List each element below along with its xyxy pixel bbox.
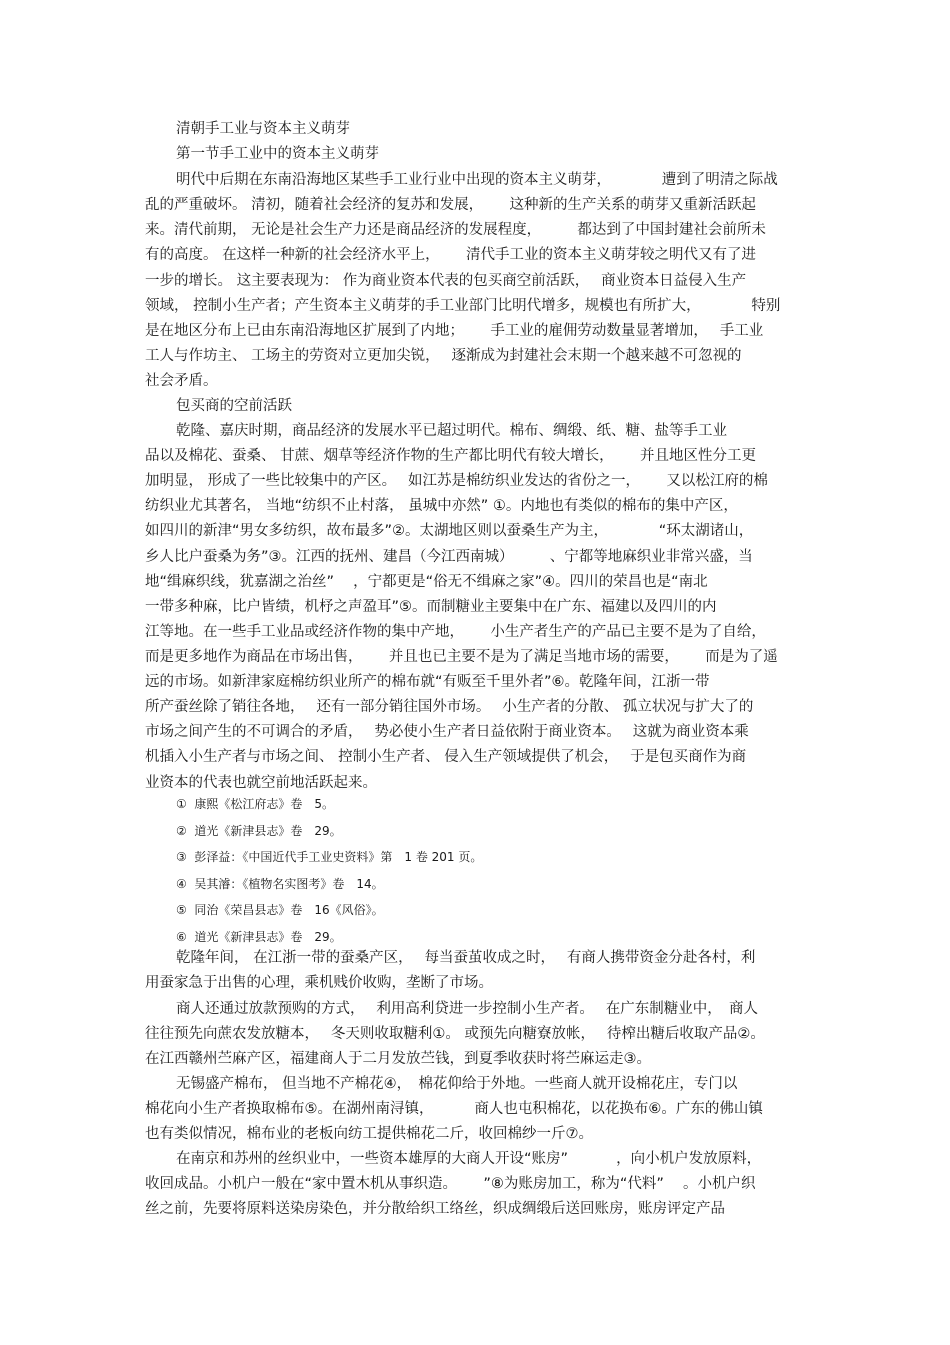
footnote: ② 道光《新津县志》卷 29。 <box>176 824 342 838</box>
paragraph-line: 有的高度。 在这样一种新的社会经济水平上， 清代手工业的资本主义萌芽较之明代又有了进 <box>145 247 756 263</box>
paragraph-line: 用蚕家急于出售的心理，乘机贱价收购，垄断了市场。 <box>145 975 493 991</box>
paragraph-line: 也有类似情况，棉布业的老板向纺工提供棉花二斤，收回棉纱一斤⑦。 <box>145 1126 593 1142</box>
paragraph-line: 是在地区分布上已由东南沿海地区扩展到了内地； 手工业的雇佣劳动数量显著增加， 手工业 <box>145 323 764 339</box>
document-title: 清朝手工业与资本主义萌芽 <box>176 121 350 137</box>
paragraph-line: 明代中后期在东南沿海地区某些手工业行业中出现的资本主义萌芽， 遭到了明清之际战 <box>176 172 778 188</box>
paragraph-line: 乡人比户蚕桑为务”③。江西的抚州、建昌（今江西南城） 、宁都等地麻织业非常兴盛，当 <box>145 549 753 565</box>
paragraph-line: 社会矛盾。 <box>145 373 218 389</box>
paragraph-line: 加明显， 形成了一些比较集中的产区。 如江苏是棉纺织业发达的省份之一， 又以松江府的棉 <box>145 473 768 489</box>
paragraph-line: 在南京和苏州的丝织业中，一些资本雄厚的大商人开设“账房” ，向小机户发放原料， <box>176 1151 762 1167</box>
paragraph-line: 乾隆、嘉庆时期，商品经济的发展水平已超过明代。棉布、绸缎、纸、糖、盐等手工业 <box>176 423 727 439</box>
footnote: ⑤ 同治《荣昌县志》卷 16《风俗》。 <box>176 903 384 917</box>
paragraph-line: 在江西赣州苎麻产区，福建商人于二月发放苎钱，到夏季收获时将苎麻运走③。 <box>145 1051 651 1067</box>
paragraph-line: 无锡盛产棉布， 但当地不产棉花④， 棉花仰给于外地。一些商人就开设棉花庄，专门以 <box>176 1076 738 1092</box>
paragraph-line: 纺织业尤其著名， 当地“纺织不止村落， 虽城中亦然” ①。内地也有类似的棉布的集中产区， <box>145 498 738 514</box>
paragraph-line: 乾隆年间， 在江浙一带的蚕桑产区， 每当蚕茧收成之时， 有商人携带资金分赴各村，利 <box>176 950 756 966</box>
paragraph-line: 远的市场。如新津家庭棉纺织业所产的棉布就“有贩至千里外者”⑥。乾隆年间，江浙一带 <box>145 674 710 690</box>
footnote: ① 康熙《松江府志》卷 5。 <box>176 797 335 811</box>
paragraph-line: 棉花向小生产者换取棉布⑤。在湖州南浔镇， 商人也屯积棉花，以花换布⑥。广东的佛山镇 <box>145 1101 763 1117</box>
paragraph-line: 如四川的新津“男女多纺织，故布最多”②。太湖地区则以蚕桑生产为主， “环太湖诸山， <box>145 523 754 539</box>
paragraph-line: 而是更多地作为商品在市场出售， 并且也已主要不是为了满足当地市场的需要， 而是为了遥 <box>145 649 778 665</box>
paragraph-line: 收回成品。小机户一般在“家中置木机从事织造。 ”⑧为账房加工，称为“代料” 。小机户织 <box>145 1176 756 1192</box>
paragraph-line: 所产蚕丝除了销往各地， 还有一部分销往国外市场。 小生产者的分散、 孤立状况与扩大了的 <box>145 699 754 715</box>
footnote: ③ 彭泽益：《中国近代手工业史资料》第 1 卷 201 页。 <box>176 850 483 864</box>
paragraph-line: 来。清代前期， 无论是社会生产力还是商品经济的发展程度， 都达到了中国封建社会前所未 <box>145 222 766 238</box>
paragraph-line: 一带多种麻，比户皆绩，机杼之声盈耳”⑤。而制糖业主要集中在广东、福建以及四川的内 <box>145 599 717 615</box>
paragraph-line: 往往预先向蔗农发放糖本， 冬天则收取糖利①。 或预先向糖寮放帐， 待榨出糖后收取产品②。 <box>145 1026 765 1042</box>
paragraph-line: 商人还通过放款预购的方式， 利用高利贷进一步控制小生产者。 在广东制糖业中， 商人 <box>176 1001 758 1017</box>
section-heading: 第一节手工业中的资本主义萌芽 <box>176 146 379 162</box>
footnote: ④ 吴其濬：《植物名实图考》卷 14。 <box>176 877 384 891</box>
paragraph-line: 一步的增长。 这主要表现为： 作为商业资本代表的包买商空前活跃， 商业资本日益侵入生产 <box>145 273 747 289</box>
paragraph-line: 工人与作坊主、 工场主的劳资对立更加尖锐， 逐渐成为封建社会末期一个越来越不可忽视的 <box>145 348 742 364</box>
paragraph-line: 机插入小生产者与市场之间、 控制小生产者、 侵入生产领域提供了机会， 于是包买商作为商 <box>145 749 747 765</box>
paragraph-line: 业资本的代表也就空前地活跃起来。 <box>145 775 377 791</box>
footnote: ⑥ 道光《新津县志》卷 29。 <box>176 930 342 944</box>
paragraph-line: 江等地。在一些手工业品或经济作物的集中产地， 小生产者生产的产品已主要不是为了自给， <box>145 624 766 640</box>
paragraph-line: 领域， 控制小生产者；产生资本主义萌芽的手工业部门比明代增多，规模也有所扩大， 特别 <box>145 298 781 314</box>
paragraph-line: 市场之间产生的不可调合的矛盾， 势必使小生产者日益依附于商业资本。 这就为商业资本乘 <box>145 724 749 740</box>
paragraph-line: 地“缉麻织线，犹嘉湖之治丝” ，宁都更是“俗无不缉麻之家”④。四川的荣昌也是“南北 <box>145 574 708 590</box>
subheading: 包买商的空前活跃 <box>176 398 292 414</box>
paragraph-line: 品以及棉花、蚕桑、 甘蔗、烟草等经济作物的生产都比明代有较大增长， 并且地区性分工更 <box>145 448 756 464</box>
paragraph-line: 乱的严重破坏。 清初，随着社会经济的复苏和发展， 这种新的生产关系的萌芽又重新活跃起 <box>145 197 756 213</box>
paragraph-line: 丝之前，先要将原料送染房染色，并分散给织工络丝，织成绸缎后送回账房，账房评定产品 <box>145 1201 725 1217</box>
